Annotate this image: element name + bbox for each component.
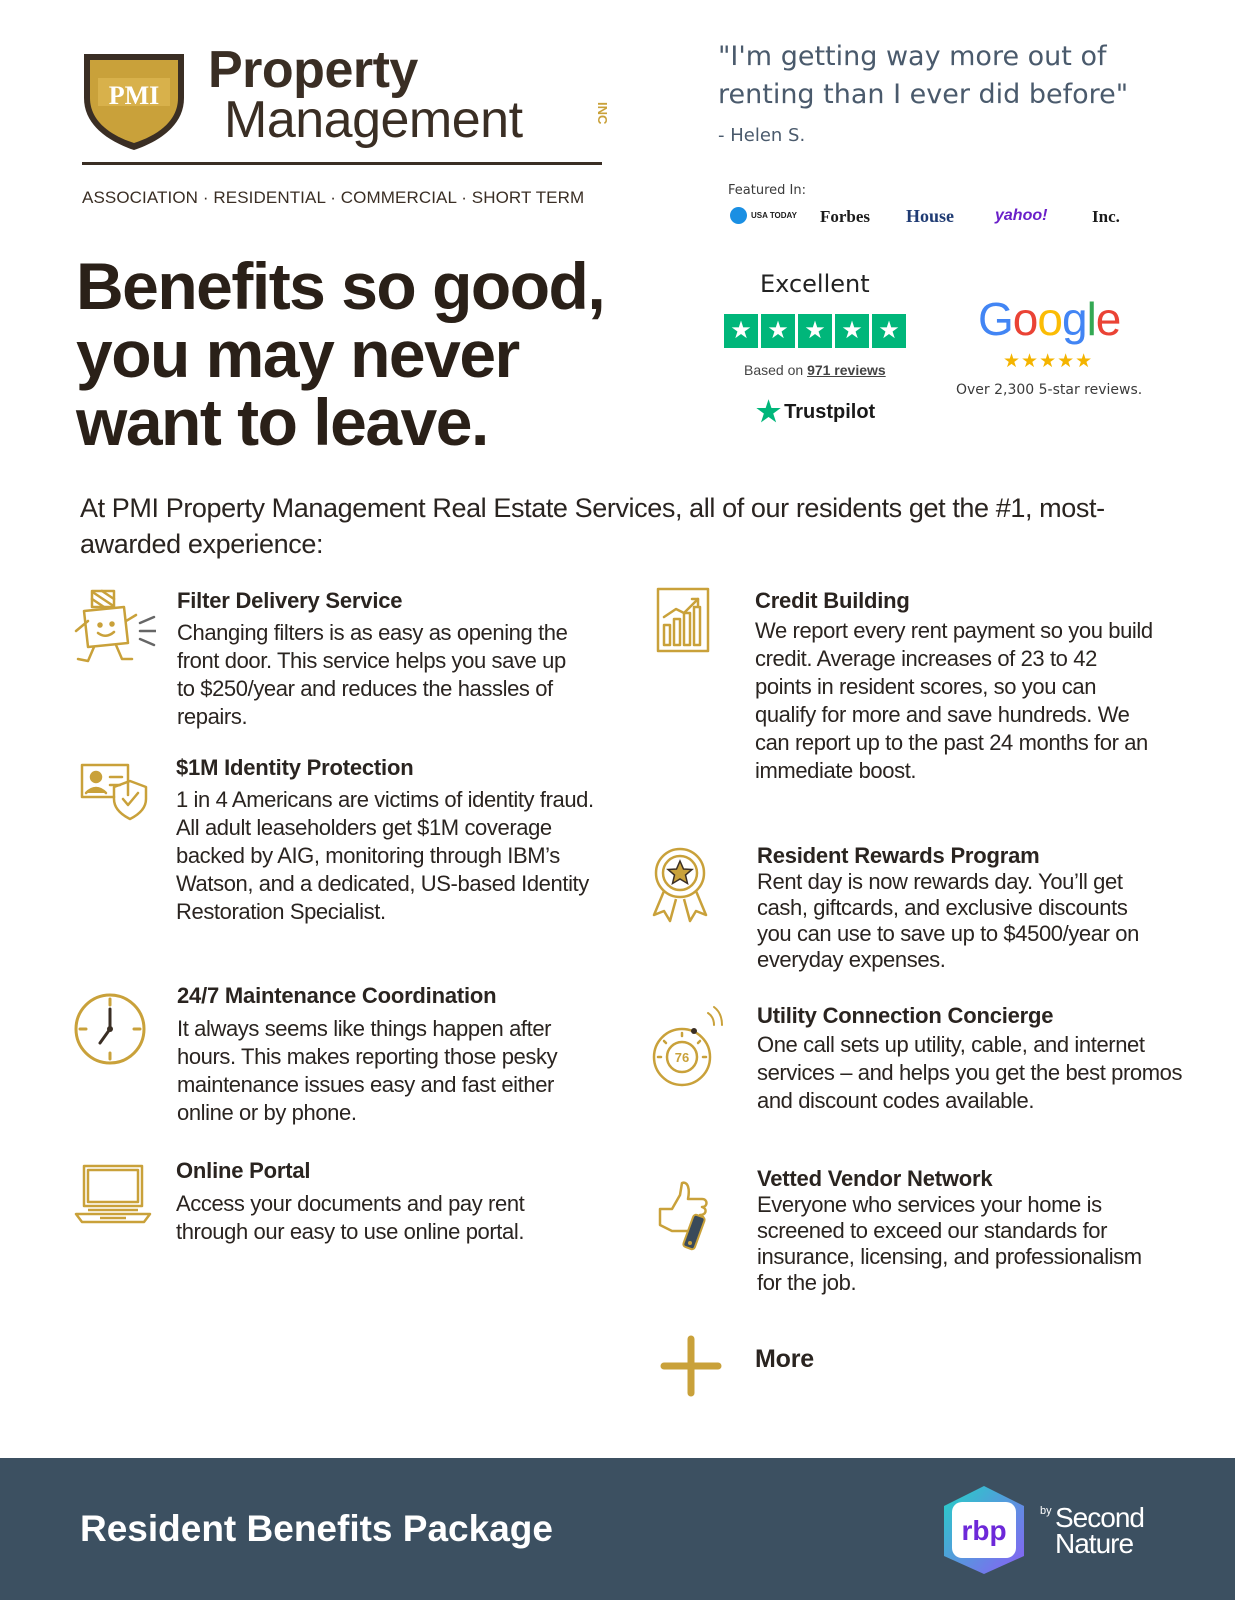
benefit-more[interactable] (650, 1335, 950, 1405)
award-ribbon-icon (650, 845, 736, 931)
rbp-badge-text: rbp (961, 1515, 1007, 1546)
benefit-description: 1 in 4 Americans are victims of identity fraud. All adult leaseholders get $1M coverage backed by AIG, monitoring through IBM’s Watson, and a dedicated, US-based Identity Restoration Specialist. (176, 787, 594, 924)
google-logo (978, 293, 1120, 345)
company-logo (78, 40, 618, 170)
trustpilot-reviews-link[interactable]: 971 reviews (807, 362, 886, 378)
trustpilot-logo (756, 398, 875, 426)
benefit-identity-protection (70, 755, 630, 965)
trustpilot-review-count (744, 362, 886, 378)
second-nature-line2: Nature (1055, 1528, 1134, 1559)
yahoo-logo: yahoo! (995, 207, 1048, 224)
brand-name-line2: Management (224, 91, 523, 149)
trustpilot-rating-word: Excellent (760, 270, 870, 298)
testimonial-author: - Helen S. (718, 125, 806, 146)
credit-chart-icon (650, 585, 736, 671)
benefit-title: $1M Identity Protection (176, 755, 414, 780)
google-letter: l (1086, 293, 1096, 345)
thermostat-icon (650, 1005, 736, 1091)
rbp-logo (940, 1484, 1028, 1576)
thermostat-reading: 76 (674, 1050, 690, 1065)
google-letter: e (1095, 293, 1121, 345)
benefit-title: 24/7 Maintenance Coordination (177, 983, 497, 1008)
benefit-title: Online Portal (176, 1158, 311, 1183)
benefit-title: Filter Delivery Service (177, 588, 403, 613)
benefit-description: It always seems like things happen after hours. This makes reporting those pesky maintenance issues easy and fast either online or by phone. (177, 1016, 558, 1125)
inc-logo: Inc. (1092, 207, 1120, 226)
trustpilot-star-icon: ★ (835, 314, 869, 348)
plus-icon (660, 1335, 722, 1397)
benefit-utility-concierge (650, 1005, 1210, 1155)
usa-today-dot-icon (730, 207, 747, 224)
benefit-title: Vetted Vendor Network (757, 1166, 993, 1191)
benefit-maintenance (70, 985, 630, 1135)
more-label: More (755, 1345, 814, 1373)
trustpilot-star-icon: ★ (724, 314, 758, 348)
google-letter: G (978, 293, 1013, 345)
testimonial-quote: "I'm getting way more out of renting than I ever did before" (718, 41, 1129, 110)
laptop-icon (70, 1160, 156, 1246)
brand-tagline: ASSOCIATION · RESIDENTIAL · COMMERCIAL · SHORT TERM (82, 188, 585, 207)
usa-today-logo (730, 207, 797, 224)
logo-divider (82, 162, 602, 165)
trustpilot-logo-text: Trustpilot (784, 400, 876, 423)
benefit-online-portal (70, 1160, 630, 1280)
benefit-vetted-vendors (650, 1166, 1210, 1325)
featured-in-label: Featured In: (728, 183, 806, 198)
benefit-description: One call sets up utility, cable, and internet services – and helps you get the best promos and discount codes available. (757, 1032, 1183, 1113)
benefit-title: Credit Building (755, 588, 910, 613)
google-stars: ★★★★★ (1003, 351, 1094, 372)
pmi-shield-icon (78, 48, 190, 152)
intro-text: At PMI Property Management Real Estate Services, all of our residents get the #1, most-awarded experience: (80, 493, 1105, 559)
second-nature-line1: Second (1055, 1502, 1144, 1533)
benefit-description: Changing filters is as easy as opening the front door. This service helps you save up to $250/year and reduces the hassles of repairs. (177, 620, 568, 729)
clock-icon (70, 985, 156, 1071)
usa-today-text: USA TODAY (751, 210, 797, 220)
rbp-by: by (1040, 1505, 1052, 1517)
google-letter: o (1037, 293, 1062, 345)
page-headline: Benefits so good, you may never want to leave. (76, 249, 605, 459)
google-letter: o (1012, 293, 1038, 345)
filter-box-icon (70, 585, 156, 671)
benefit-description: We report every rent payment so you build credit. Average increases of 23 to 42 points in resident scores, so you can qualify for more and save hundreds. We can report up to the past 24 months for an immediate boost. (755, 618, 1153, 783)
trustpilot-star-icon: ★ (872, 314, 906, 348)
benefit-title: Utility Connection Concierge (757, 1003, 1054, 1028)
benefit-title: Resident Rewards Program (757, 843, 1040, 868)
benefit-description: Everyone who services your home is screened to exceed our standards for insurance, licensing, and professionalism for the job. (757, 1192, 1142, 1295)
benefit-description: Rent day is now rewards day. You’ll get cash, giftcards, and exclusive discounts you can use to save up to $4500/year on everyday expenses. (757, 869, 1139, 972)
benefit-credit-building (650, 585, 1210, 825)
google-letter: g (1061, 293, 1087, 345)
pmi-badge-text: PMI (108, 81, 160, 110)
forbes-logo: Forbes (820, 207, 871, 226)
trustpilot-logo-star-icon: ★ (756, 396, 782, 427)
brand-name-line1: Property (208, 41, 418, 99)
benefit-resident-rewards (650, 845, 1210, 995)
identity-shield-icon (70, 755, 156, 841)
trustpilot-star-icon: ★ (761, 314, 795, 348)
trustpilot-stars (724, 314, 906, 348)
benefit-filter-delivery (70, 585, 630, 735)
this-old-house-logo: House (906, 206, 955, 226)
thumbs-up-icon (650, 1175, 736, 1261)
second-nature-logo (1055, 1502, 1144, 1559)
google-review-count: Over 2,300 5-star reviews. (956, 382, 1143, 398)
trustpilot-based-on: Based on (744, 362, 808, 378)
footer-title: Resident Benefits Package (80, 1508, 553, 1549)
brand-inc: INC (595, 102, 610, 125)
benefit-description: Access your documents and pay rent through our easy to use online portal. (176, 1191, 525, 1244)
trustpilot-star-icon: ★ (798, 314, 832, 348)
